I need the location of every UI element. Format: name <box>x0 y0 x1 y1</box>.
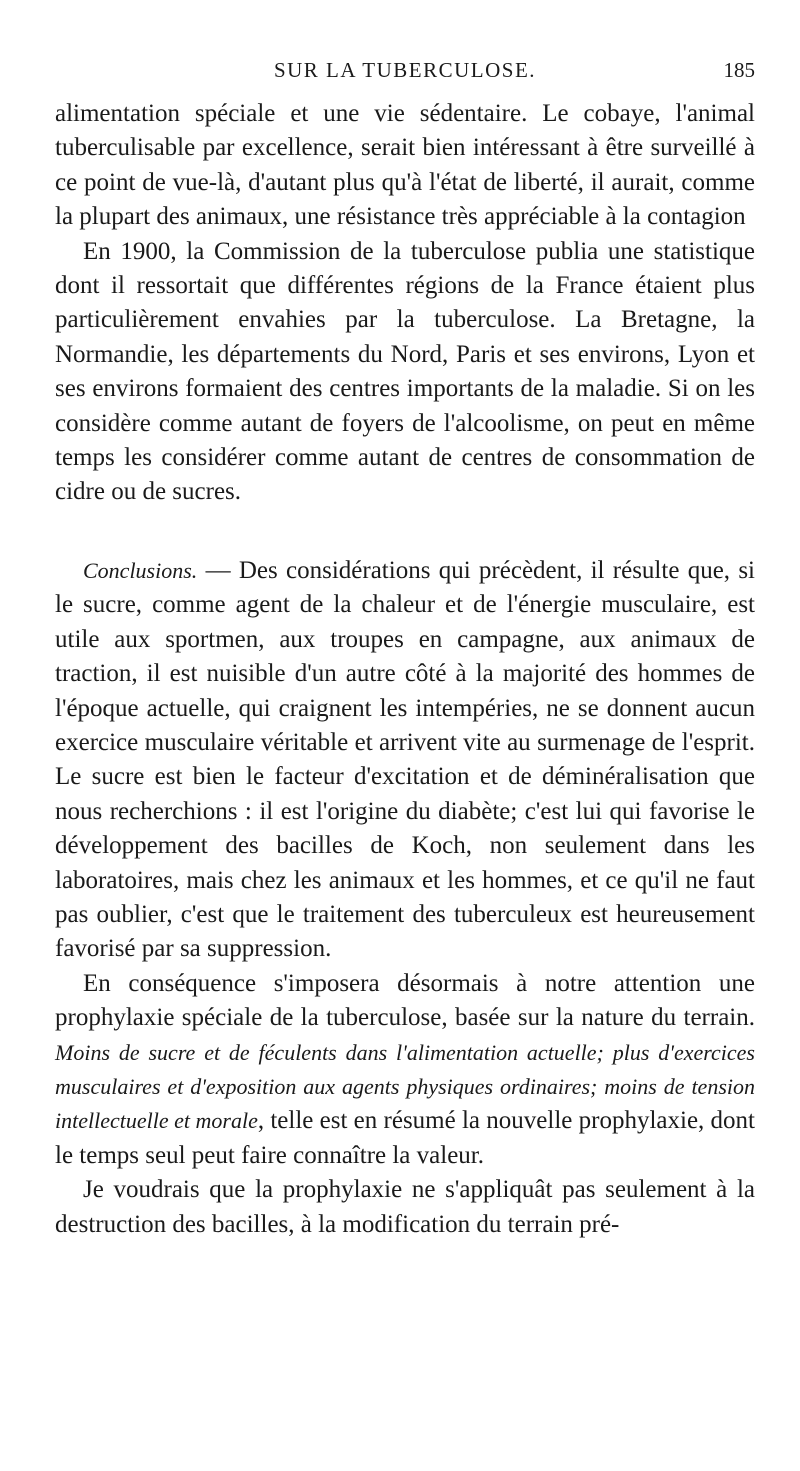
paragraph-conclusions <box>55 554 755 967</box>
running-title: SUR LA TUBERCULOSE. <box>273 58 537 82</box>
paragraph-prophylaxis <box>55 967 755 1173</box>
prophylaxis-conclusion: , telle est en résumé la nouvelle prophylaxie, dont le temps seul peut faire connaître la valeur. <box>55 1107 756 1169</box>
book-page <box>55 0 755 1471</box>
paragraph-closing: Je voudrais que la prophylaxie ne s'appliquât pas seulement à la destruction des bacilles, à la modification du terrain pré- <box>55 1176 755 1238</box>
prophylaxis-summary: Moins de sucre et de féculents dans l'alimentation actuelle; plus d'exercices musculaires et d'exposition aux agents physiques ordinaires; moins de tension intellectuelle et morale <box>55 1039 755 1134</box>
paragraph-statistics: En 1900, la Commission de la tuberculose publia une statistique dont il ressortait que différentes régions de la France étaient plus particulièrement envahies par la tuberculose. La Bretagne, la Normandie, les départements du Nord, Paris et ses environs, Lyon et ses environs formaient des centres importants de la maladie. Si on les considère comme autant de foyers de l'alcoolisme, on peut en même temps les considérer comme autant de centres de consommation de cidre ou de sucres. <box>55 237 755 506</box>
page-header <box>55 58 755 88</box>
conclusions-text: — Des considérations qui précèdent, il résulte que, si le sucre, comme agent de la chaleur et de l'énergie musculaire, est utile aux sportmen, aux troupes en campagne, aux animaux de traction, il est nuisible d'un autre côté à la majorité des hommes de l'époque actuelle, qui craignent les intempéries, ne se donnent aucun exercice musculaire véritable et arrivent vite au surmenage de l'esprit. Le sucre est bien le facteur d'excitation et de déminéralisation que nous recherchions : il est l'origine du diabète; c'est lui qui favorise le développement des bacilles de Koch, non seulement dans les laboratoires, mais chez les animaux et les hommes, et ce qu'il ne faut pas oublier, c'est que le traitement des tuberculeux est heureusement favorisé par sa suppression. <box>55 556 755 963</box>
page-number: 185 <box>723 58 755 82</box>
body-text <box>55 97 755 1242</box>
conclusions-heading: Conclusions. <box>83 557 198 583</box>
paragraph-continuation: alimentation spéciale et une vie sédentaire. Le cobaye, l'animal tuberculisable par excellence, serait bien intéressant à être surveillé à ce point de vue-là, d'autant plus qu'à l'état de liberté, il aurait, comme la plupart des animaux, une résistance très appréciable à la contagion <box>55 100 755 231</box>
prophylaxis-intro: En conséquence s'imposera désormais à notre attention une prophylaxie spéciale de la tuberculose, basée sur la nature du terrain. <box>55 969 755 1032</box>
